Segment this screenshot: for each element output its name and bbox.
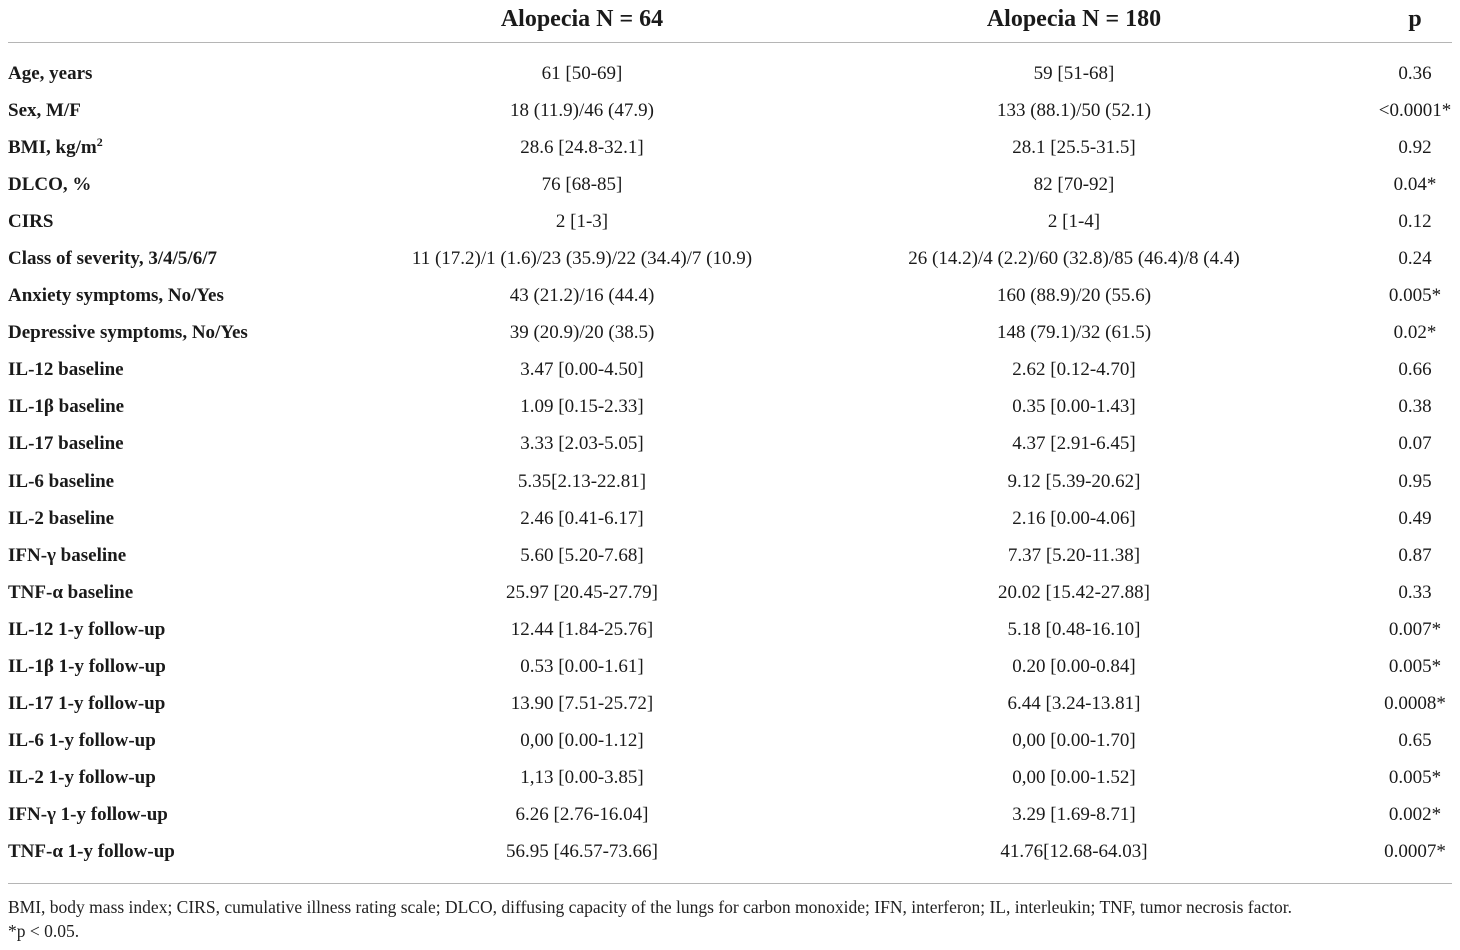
row-label-text: Sex, M/F xyxy=(8,100,81,122)
cell-p-value: 0.65 xyxy=(1398,729,1432,751)
row-label-text: Age, years xyxy=(8,63,93,84)
cell-alopecia-64: 25.97 [20.45-27.79] xyxy=(506,581,658,603)
cell-alopecia-180: 28.1 [25.5-31.5] xyxy=(1012,137,1136,159)
cell-p-value: 0.07 xyxy=(1398,433,1432,455)
column-header-alopecia-180: Alopecia N = 180 xyxy=(986,6,1162,32)
cell-p-value: 0.49 xyxy=(1398,507,1432,529)
table-row xyxy=(0,277,1460,314)
cell-p-value: 0.24 xyxy=(1398,248,1432,270)
row-label xyxy=(8,648,166,685)
table-row xyxy=(0,796,1460,833)
row-label xyxy=(8,388,124,425)
cell-p-value: 0.66 xyxy=(1398,359,1432,381)
cell-p-value: 0.04* xyxy=(1393,174,1437,196)
cell-alopecia-64: 28.6 [24.8-32.1] xyxy=(520,137,644,159)
row-label xyxy=(8,722,156,759)
row-label xyxy=(8,277,224,314)
cell-alopecia-64: 0,00 [0.00-1.12] xyxy=(520,729,644,751)
cell-p-value: 0.87 xyxy=(1398,544,1432,566)
table-row xyxy=(0,55,1460,92)
cell-p-value: 0.38 xyxy=(1398,396,1432,418)
cell-alopecia-64: 39 (20.9)/20 (38.5) xyxy=(509,322,655,344)
cell-alopecia-64: 76 [68-85] xyxy=(541,174,623,196)
row-label-text: TNF-α 1-y follow-up xyxy=(8,840,175,862)
row-label-text: IFN-γ 1-y follow-up xyxy=(8,803,168,825)
row-label-text: IL-6 1-y follow-up xyxy=(8,729,156,751)
row-label-text: Anxiety symptoms, No/Yes xyxy=(8,285,224,307)
row-label-text: Depressive symptoms, No/Yes xyxy=(8,322,248,344)
cell-alopecia-180: 4.37 [2.91-6.45] xyxy=(1012,433,1136,455)
cell-alopecia-180: 3.29 [1.69-8.71] xyxy=(1012,803,1136,825)
row-label-text: DLCO, % xyxy=(8,174,92,196)
cell-alopecia-180: 9.12 [5.39-20.62] xyxy=(1007,470,1141,492)
cell-alopecia-64: 6.26 [2.76-16.04] xyxy=(515,803,649,825)
row-label-text: IL-12 baseline xyxy=(8,359,124,381)
table-row xyxy=(0,833,1460,870)
row-label-text: Class of severity, 3/4/5/6/7 xyxy=(8,248,217,270)
row-label xyxy=(8,92,81,129)
cell-p-value: 0.33 xyxy=(1398,581,1432,603)
row-label-text: IL-6 baseline xyxy=(8,470,115,492)
row-label-text: IFN-γ baseline xyxy=(8,544,127,566)
cell-alopecia-64: 11 (17.2)/1 (1.6)/23 (35.9)/22 (34.4)/7 (10.9) xyxy=(411,248,753,270)
table-row xyxy=(0,722,1460,759)
table-row xyxy=(0,463,1460,500)
cell-alopecia-180: 2.16 [0.00-4.06] xyxy=(1012,507,1136,529)
table-row xyxy=(0,685,1460,722)
cell-alopecia-64: 5.60 [5.20-7.68] xyxy=(520,544,644,566)
row-label xyxy=(8,833,175,870)
row-label xyxy=(8,463,114,500)
table-row xyxy=(0,574,1460,611)
cell-alopecia-180: 0,00 [0.00-1.52] xyxy=(1012,766,1136,788)
cell-alopecia-64: 0.53 [0.00-1.61] xyxy=(520,655,644,677)
footnote-abbreviations: BMI, body mass index; CIRS, cumulative illness rating scale; DLCO, diffusing capacity of the lungs for carbon monoxide; IFN, interferon; IL, interleukin; TNF, tumor necrosis factor. xyxy=(8,897,1292,917)
cell-alopecia-64: 12.44 [1.84-25.76] xyxy=(510,618,654,640)
cell-alopecia-180: 7.37 [5.20-11.38] xyxy=(1007,544,1141,566)
row-label xyxy=(8,240,217,277)
cell-alopecia-180: 2 [1-4] xyxy=(1047,211,1101,233)
cell-alopecia-64: 1.09 [0.15-2.33] xyxy=(520,396,644,418)
table-row xyxy=(0,388,1460,425)
footer-divider xyxy=(8,883,1452,884)
cell-alopecia-180: 20.02 [15.42-27.88] xyxy=(998,581,1150,603)
row-label-superscript: 2 xyxy=(96,135,103,150)
column-header-p-value: p xyxy=(1408,6,1422,32)
row-label-text: IL-1β baseline xyxy=(8,396,125,418)
row-label-text: IL-17 1-y follow-up xyxy=(8,692,166,714)
row-label-text: IL-2 1-y follow-up xyxy=(8,766,156,788)
cell-alopecia-64: 61 [50-69] xyxy=(541,63,623,84)
row-label xyxy=(8,537,126,574)
row-label-text: IL-1β 1-y follow-up xyxy=(8,655,166,677)
cell-p-value: 0.02* xyxy=(1393,322,1437,344)
cell-p-value: 0.005* xyxy=(1388,766,1442,788)
cell-alopecia-64: 3.47 [0.00-4.50] xyxy=(520,359,644,381)
cell-alopecia-180: 59 [51-68] xyxy=(1033,63,1115,84)
row-label xyxy=(8,611,165,648)
table-row xyxy=(0,611,1460,648)
cell-alopecia-64: 18 (11.9)/46 (47.9) xyxy=(510,100,654,122)
cell-p-value: 0.92 xyxy=(1398,137,1432,159)
cell-p-value: 0.007* xyxy=(1388,618,1442,640)
cell-alopecia-180: 2.62 [0.12-4.70] xyxy=(1012,359,1136,381)
cell-p-value: 0.0007* xyxy=(1384,840,1446,862)
row-label-text: TNF-α baseline xyxy=(8,581,134,603)
cell-alopecia-64: 13.90 [7.51-25.72] xyxy=(510,692,654,714)
cell-alopecia-180: 6.44 [3.24-13.81] xyxy=(1007,692,1141,714)
table-row xyxy=(0,537,1460,574)
row-label xyxy=(8,425,124,462)
column-header-alopecia-64: Alopecia N = 64 xyxy=(500,6,664,32)
table-row xyxy=(0,648,1460,685)
table-row xyxy=(0,759,1460,796)
table-row xyxy=(0,92,1460,129)
cell-p-value: <0.0001* xyxy=(1378,100,1452,122)
table-row xyxy=(0,500,1460,537)
row-label xyxy=(8,55,92,92)
table-row xyxy=(0,129,1460,166)
table-body xyxy=(0,55,1460,870)
row-label-text: IL-17 baseline xyxy=(8,433,124,455)
row-label-text: BMI, kg/m xyxy=(8,137,97,159)
cell-alopecia-64: 5.35[2.13-22.81] xyxy=(517,470,647,492)
row-label xyxy=(8,203,53,240)
cell-alopecia-180: 148 (79.1)/32 (61.5) xyxy=(996,322,1152,344)
table-row xyxy=(0,425,1460,462)
footnote-significance: *p < 0.05. xyxy=(8,921,80,941)
cell-alopecia-64: 56.95 [46.57-73.66] xyxy=(506,840,658,862)
table-row xyxy=(0,314,1460,351)
row-label xyxy=(8,759,156,796)
row-label xyxy=(8,500,114,537)
row-label-text: IL-2 baseline xyxy=(8,507,115,529)
header-divider xyxy=(8,42,1452,43)
row-label xyxy=(8,574,133,611)
row-label-text: CIRS xyxy=(8,211,54,233)
cell-alopecia-64: 1,13 [0.00-3.85] xyxy=(520,766,644,788)
cell-alopecia-180: 5.18 [0.48-16.10] xyxy=(1007,618,1141,640)
cell-alopecia-64: 2.46 [0.41-6.17] xyxy=(520,507,644,529)
cell-alopecia-180: 0.35 [0.00-1.43] xyxy=(1012,396,1136,418)
cell-p-value: 0.005* xyxy=(1388,655,1442,677)
table-header xyxy=(0,0,1460,42)
table-row xyxy=(0,240,1460,277)
row-label xyxy=(8,351,124,388)
row-label xyxy=(8,166,91,203)
row-label xyxy=(8,314,248,351)
cell-p-value: 0.95 xyxy=(1398,470,1432,492)
cell-alopecia-180: 41.76[12.68-64.03] xyxy=(1000,840,1148,862)
row-label xyxy=(8,685,165,722)
cell-alopecia-64: 3.33 [2.03-5.05] xyxy=(520,433,644,455)
row-label xyxy=(8,129,103,166)
cell-p-value: 0.0008* xyxy=(1384,692,1446,714)
cell-alopecia-180: 0.20 [0.00-0.84] xyxy=(1012,655,1136,677)
table-row xyxy=(0,166,1460,203)
table-row xyxy=(0,351,1460,388)
cell-p-value: 0.005* xyxy=(1388,285,1442,307)
row-label-text: IL-12 1-y follow-up xyxy=(8,618,166,640)
cell-p-value: 0.36 xyxy=(1398,63,1432,84)
table-row xyxy=(0,203,1460,240)
cell-alopecia-180: 0,00 [0.00-1.70] xyxy=(1012,729,1136,751)
row-label xyxy=(8,796,168,833)
cell-p-value: 0.002* xyxy=(1388,803,1442,825)
cell-alopecia-64: 43 (21.2)/16 (44.4) xyxy=(509,285,655,307)
cell-alopecia-180: 133 (88.1)/50 (52.1) xyxy=(996,100,1152,122)
cell-alopecia-64: 2 [1-3] xyxy=(555,211,609,233)
cell-alopecia-180: 26 (14.2)/4 (2.2)/60 (32.8)/85 (46.4)/8 (4.4) xyxy=(908,248,1240,270)
table-footnote xyxy=(8,895,1452,943)
cell-alopecia-180: 82 [70-92] xyxy=(1033,174,1115,196)
cell-p-value: 0.12 xyxy=(1398,211,1432,233)
cell-alopecia-180: 160 (88.9)/20 (55.6) xyxy=(996,285,1152,307)
